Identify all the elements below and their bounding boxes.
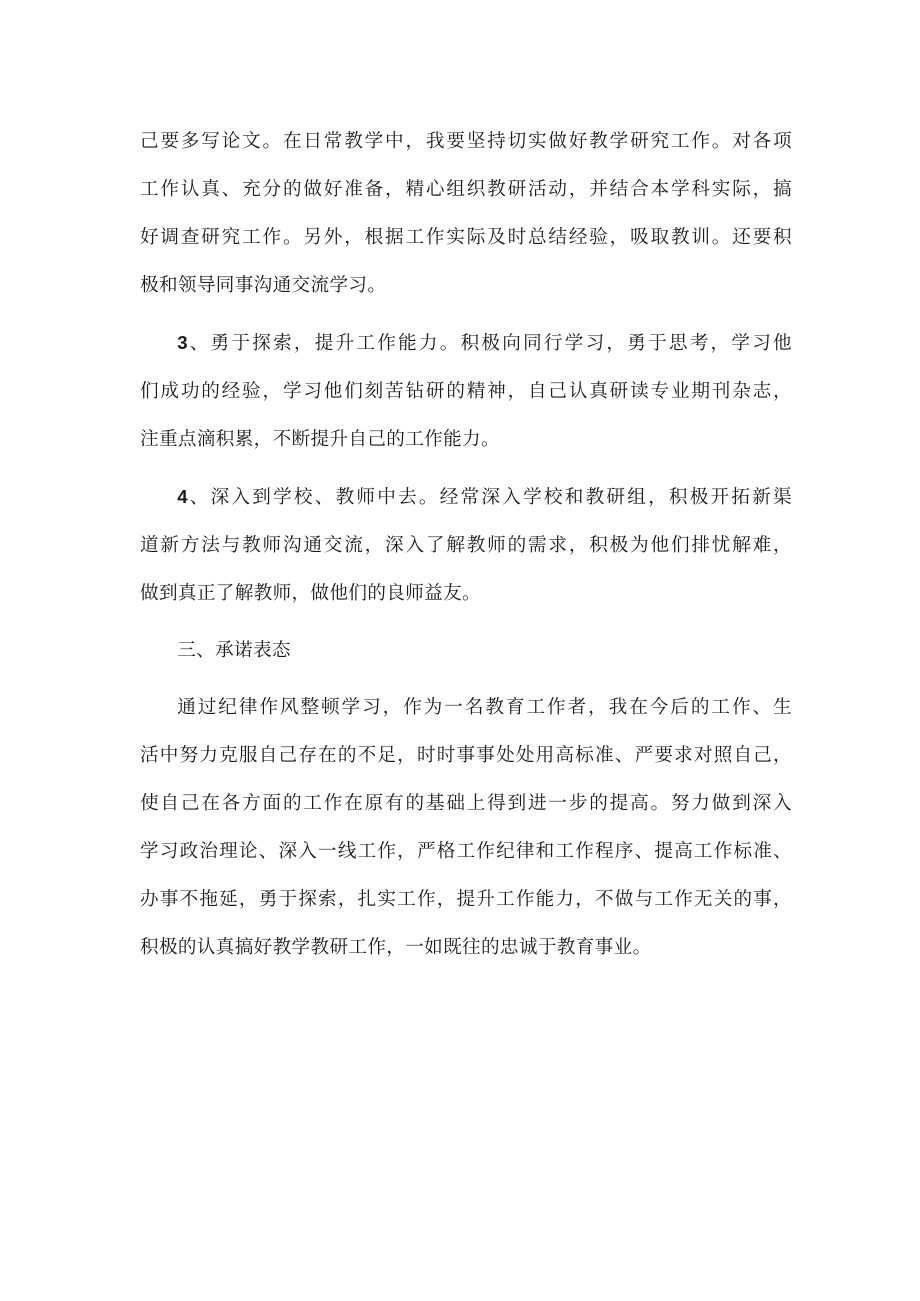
- text-line-content: 、深入到学校、教师中去。经常深入学校和教研组，积极开拓新渠: [187, 487, 792, 508]
- text-line: 工作认真、充分的做好准备，精心组织教研活动，并结合本学科实际，搞: [140, 179, 792, 200]
- text-line: 道新方法与教师沟通交流，深入了解教师的需求，积极为他们排忧解难，: [140, 535, 792, 556]
- text-line: 积极的认真搞好教学教研工作，一如既往的忠诚于教育事业。: [140, 937, 652, 958]
- text-line: [140, 319, 792, 368]
- text-line: 做到真正了解教师，做他们的良师益友。: [140, 583, 481, 604]
- text-line: 使自己在各方面的工作在原有的基础上得到进一步的提高。努力做到深入: [140, 793, 792, 814]
- section-heading: [140, 627, 792, 675]
- document-body: [140, 118, 792, 981]
- text-line: 极和领导同事沟通交流学习。: [140, 275, 387, 296]
- text-line-content: 、勇于探索，提升工作能力。积极向同行学习，勇于思考，学习他: [187, 333, 792, 354]
- text-line: 们成功的经验，学习他们刻苦钻研的精神，自己认真研读专业期刊杂志，: [140, 381, 792, 402]
- paragraph-go-deep: [140, 473, 792, 618]
- text-line: 学习政治理论、深入一线工作，严格工作纪律和工作程序、提高工作标准、: [140, 841, 792, 862]
- text-line: 通过纪律作风整顿学习，作为一名教育工作者，我在今后的工作、生: [177, 697, 792, 718]
- text-line: 活中努力克服自己存在的不足，时时事事处处用高标准、严要求对照自己，: [140, 745, 792, 766]
- paragraph-research: [140, 118, 792, 310]
- text-line: 办事不拖延，勇于探索，扎实工作，提升工作能力，不做与工作无关的事，: [140, 889, 792, 910]
- text-line: [140, 473, 792, 522]
- item-number: 4: [177, 486, 188, 507]
- heading-text: 三、承诺表态: [177, 640, 291, 661]
- paragraph-explore: [140, 319, 792, 464]
- item-number: 3: [177, 332, 188, 353]
- text-line: 己要多写论文。在日常教学中，我要坚持切实做好教学研究工作。对各项: [140, 131, 792, 152]
- paragraph-commitment: [140, 684, 792, 972]
- text-line: 好调查研究工作。另外，根据工作实际及时总结经验，吸取教训。还要积: [140, 227, 792, 248]
- text-line: 注重点滴积累，不断提升自己的工作能力。: [140, 429, 500, 450]
